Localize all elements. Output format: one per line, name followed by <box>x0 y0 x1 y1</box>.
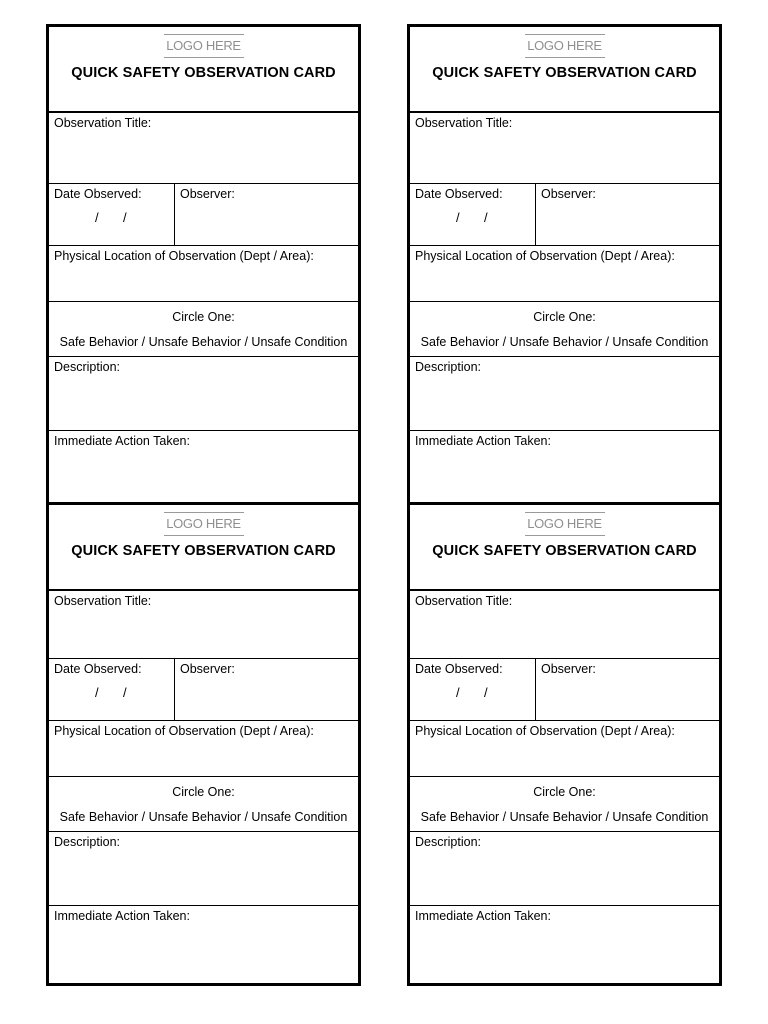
observer-label: Observer: <box>180 662 235 676</box>
observation-card-bottom-right <box>407 502 722 986</box>
observation-title-field[interactable] <box>49 591 358 659</box>
observer-field[interactable] <box>536 184 719 245</box>
location-label: Physical Location of Observation (Dept / Area): <box>415 249 675 263</box>
description-field[interactable] <box>49 357 358 431</box>
logo-placeholder: LOGO HERE <box>525 512 605 536</box>
location-field[interactable] <box>49 721 358 777</box>
observation-title-field[interactable] <box>410 591 719 659</box>
observation-title-label: Observation Title: <box>54 116 152 130</box>
date-observer-row <box>49 184 358 246</box>
observer-field[interactable] <box>175 659 358 720</box>
circle-one-section[interactable] <box>49 777 358 832</box>
card-header <box>410 27 719 113</box>
description-label: Description: <box>415 835 481 849</box>
left-card-column <box>46 24 361 986</box>
immediate-action-field[interactable] <box>49 906 358 978</box>
circle-options: Safe Behavior / Unsafe Behavior / Unsafe Condition <box>420 810 709 824</box>
circle-options: Safe Behavior / Unsafe Behavior / Unsafe Condition <box>59 810 348 824</box>
observation-title-field[interactable] <box>49 113 358 184</box>
date-observer-row <box>410 184 719 246</box>
description-label: Description: <box>415 360 481 374</box>
observer-field[interactable] <box>536 659 719 720</box>
immediate-action-field[interactable] <box>410 906 719 978</box>
circle-one-section[interactable] <box>49 302 358 357</box>
immediate-action-label: Immediate Action Taken: <box>54 909 190 923</box>
circle-one-label: Circle One: <box>533 310 596 324</box>
date-observed-label: Date Observed: <box>415 662 503 676</box>
circle-one-label: Circle One: <box>172 785 235 799</box>
date-observer-row <box>410 659 719 721</box>
location-label: Physical Location of Observation (Dept / Area): <box>54 724 314 738</box>
description-label: Description: <box>54 360 120 374</box>
location-field[interactable] <box>410 246 719 302</box>
date-observed-field[interactable] <box>410 184 536 245</box>
observation-title-label: Observation Title: <box>415 116 513 130</box>
date-observed-label: Date Observed: <box>54 187 142 201</box>
circle-one-section[interactable] <box>410 777 719 832</box>
card-header <box>49 505 358 591</box>
observation-card-top-left <box>46 24 361 502</box>
immediate-action-label: Immediate Action Taken: <box>415 434 551 448</box>
date-observed-label: Date Observed: <box>415 187 503 201</box>
card-title: QUICK SAFETY OBSERVATION CARD <box>71 543 336 559</box>
date-slashes: / / <box>456 210 488 225</box>
observer-label: Observer: <box>541 187 596 201</box>
immediate-action-label: Immediate Action Taken: <box>415 909 551 923</box>
description-label: Description: <box>54 835 120 849</box>
date-observer-row <box>49 659 358 721</box>
date-slashes: / / <box>456 685 488 700</box>
observation-card-bottom-left <box>46 502 361 986</box>
date-observed-label: Date Observed: <box>54 662 142 676</box>
immediate-action-label: Immediate Action Taken: <box>54 434 190 448</box>
circle-one-label: Circle One: <box>172 310 235 324</box>
observation-card-top-right <box>407 24 722 502</box>
observer-label: Observer: <box>180 187 235 201</box>
description-field[interactable] <box>410 357 719 431</box>
date-slashes: / / <box>95 685 127 700</box>
card-header <box>49 27 358 113</box>
circle-options: Safe Behavior / Unsafe Behavior / Unsafe Condition <box>420 335 709 349</box>
location-label: Physical Location of Observation (Dept / Area): <box>415 724 675 738</box>
location-field[interactable] <box>49 246 358 302</box>
date-observed-field[interactable] <box>49 659 175 720</box>
observation-title-label: Observation Title: <box>415 594 513 608</box>
immediate-action-field[interactable] <box>49 431 358 501</box>
observation-title-label: Observation Title: <box>54 594 152 608</box>
card-header <box>410 505 719 591</box>
circle-options: Safe Behavior / Unsafe Behavior / Unsafe Condition <box>59 335 348 349</box>
logo-placeholder: LOGO HERE <box>164 512 244 536</box>
logo-placeholder: LOGO HERE <box>164 34 244 58</box>
card-title: QUICK SAFETY OBSERVATION CARD <box>71 65 336 81</box>
immediate-action-field[interactable] <box>410 431 719 501</box>
circle-one-label: Circle One: <box>533 785 596 799</box>
circle-one-section[interactable] <box>410 302 719 357</box>
right-card-column <box>407 24 722 986</box>
card-title: QUICK SAFETY OBSERVATION CARD <box>432 543 697 559</box>
date-observed-field[interactable] <box>410 659 536 720</box>
description-field[interactable] <box>410 832 719 906</box>
observer-field[interactable] <box>175 184 358 245</box>
location-label: Physical Location of Observation (Dept / Area): <box>54 249 314 263</box>
logo-placeholder: LOGO HERE <box>525 34 605 58</box>
date-slashes: / / <box>95 210 127 225</box>
location-field[interactable] <box>410 721 719 777</box>
card-title: QUICK SAFETY OBSERVATION CARD <box>432 65 697 81</box>
observation-title-field[interactable] <box>410 113 719 184</box>
observer-label: Observer: <box>541 662 596 676</box>
description-field[interactable] <box>49 832 358 906</box>
date-observed-field[interactable] <box>49 184 175 245</box>
